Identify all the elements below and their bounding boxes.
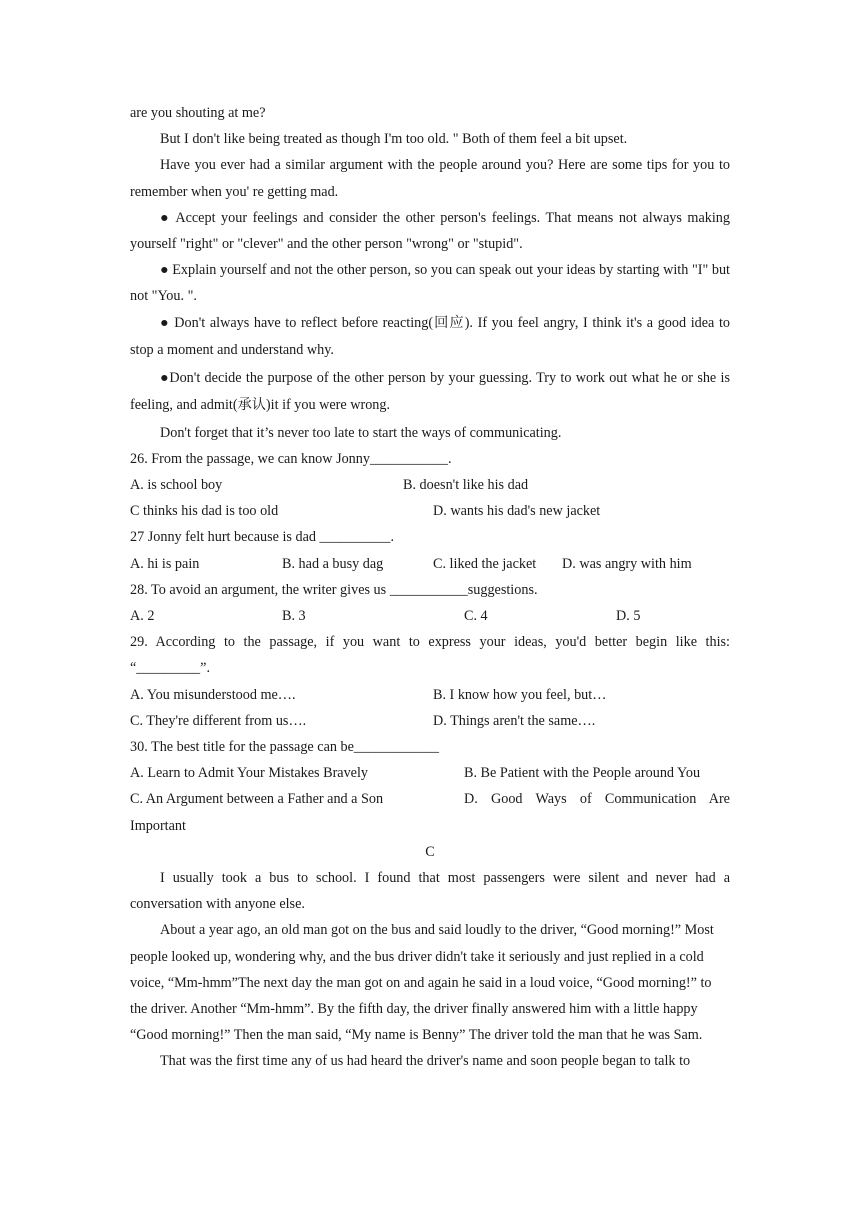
- option-b: B. doesn't like his dad: [403, 477, 529, 494]
- option-b: B. 3: [282, 608, 306, 624]
- options-row: [130, 498, 730, 524]
- option-d: D. 5: [616, 608, 641, 624]
- question-stem: 29. According to the passage, if you want to express your ideas, you'd better begin like this: “_________”.: [130, 634, 730, 677]
- option-d-text: D. Good Ways of Communication Are: [464, 791, 730, 808]
- question-stem: 30. The best title for the passage can be____________: [130, 738, 440, 755]
- options-row: [130, 603, 730, 629]
- option-b: B. Be Patient with the People around You: [464, 765, 701, 782]
- option-d: D. wants his dad's new jacket: [433, 503, 601, 520]
- option-a: A. You misunderstood me….: [130, 686, 296, 703]
- paragraph: But I don't like being treated as though I'm too old. " Both of them feel a bit upset.: [160, 131, 628, 148]
- paragraph: About a year ago, an old man got on the bus and said loudly to the driver, “Good morning!” Most people looked up, wondering why, and the bus driver didn't take it seriously and just replied in a cold voice, “Mm-hmm”The next day the man got on and again he said in a loud voice, “Good morning!” to the driver. Another “Mm-hmm”. By the fifth day, the driver finally answered him with a little happy “Good morning!” Then the man said, “My name is Benny” The driver told the man that he was Sam.: [130, 922, 714, 1044]
- options-row: [130, 760, 730, 786]
- options-row: [130, 708, 730, 734]
- tip-item: ●Don't decide the purpose of the other person by your guessing. Try to work out what he or she is feeling, and admit(承认)it if you were wrong.: [130, 369, 730, 414]
- question-stem: 26. From the passage, we can know Jonny___________.: [130, 450, 452, 467]
- tip-item: ● Don't always have to reflect before reacting(回应). If you feel angry, I think it's a good idea to stop a moment and understand why.: [130, 314, 730, 359]
- tip-item: ● Accept your feelings and consider the other person's feelings. That means not always making yourself "right" or "clever" and the other person "wrong" or "stupid".: [130, 209, 730, 253]
- options-row: [130, 682, 730, 708]
- option-d-wrap: Important: [130, 817, 186, 834]
- tip-item: ● Explain yourself and not the other person, so you can speak out your ideas by starting with "I" but not "You. ".: [130, 262, 730, 305]
- option-b: B. had a busy dag: [282, 555, 384, 572]
- question-stem: 27 Jonny felt hurt because is dad __________.: [130, 529, 394, 546]
- option-c: C. 4: [464, 608, 488, 624]
- option-d: [464, 786, 730, 812]
- option-b: B. I know how you feel, but…: [433, 686, 607, 703]
- options-row: [130, 786, 730, 838]
- document-page: [130, 100, 730, 1075]
- options-row: [130, 551, 730, 577]
- question-stem: 28. To avoid an argument, the writer gives us ___________suggestions.: [130, 581, 538, 598]
- option-a: A. is school boy: [130, 477, 223, 494]
- option-a: A. 2: [130, 608, 155, 624]
- paragraph: are you shouting at me?: [130, 105, 266, 121]
- option-c: C thinks his dad is too old: [130, 503, 279, 520]
- section-heading: C: [425, 843, 435, 860]
- option-c: C. An Argument between a Father and a Son: [130, 791, 384, 808]
- option-c: C. liked the jacket: [433, 555, 537, 572]
- paragraph: I usually took a bus to school. I found that most passengers were silent and never had a conversation with anyone else.: [130, 869, 730, 913]
- option-c: C. They're different from us….: [130, 712, 307, 729]
- paragraph: Have you ever had a similar argument with the people around you? Here are some tips for you to remember when you' re getting mad.: [130, 157, 730, 200]
- paragraph: Don't forget that it’s never too late to start the ways of communicating.: [160, 424, 562, 441]
- option-d: D. Things aren't the same….: [433, 712, 596, 729]
- paragraph: That was the first time any of us had heard the driver's name and soon people began to talk to: [160, 1053, 691, 1070]
- option-a: A. Learn to Admit Your Mistakes Bravely: [130, 765, 369, 782]
- option-a: A. hi is pain: [130, 555, 200, 572]
- option-d: D. was angry with him: [562, 555, 692, 572]
- options-row: [130, 472, 730, 498]
